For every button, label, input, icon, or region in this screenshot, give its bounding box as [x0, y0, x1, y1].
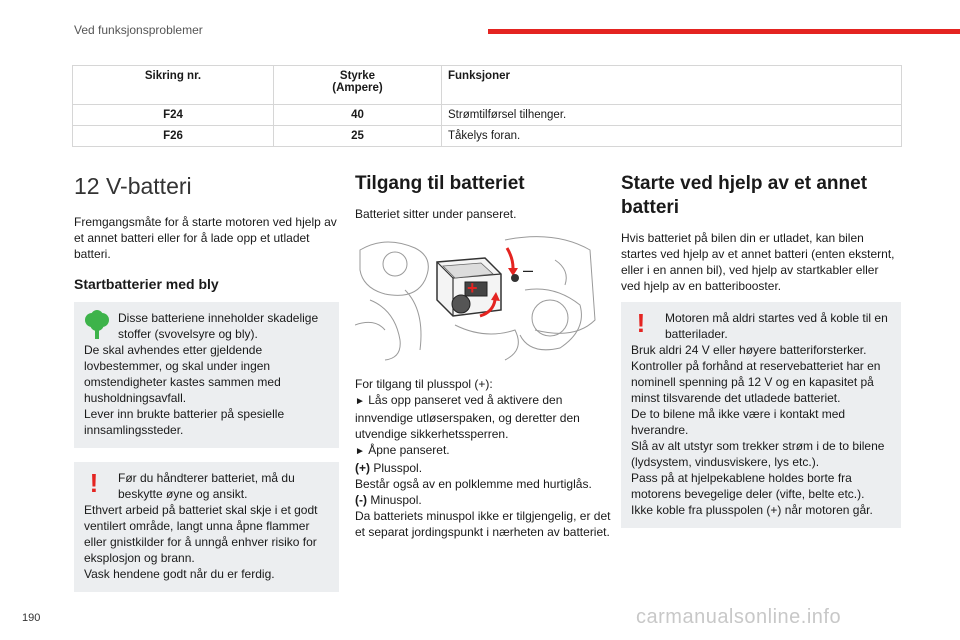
fuse-number: F26	[73, 126, 274, 147]
header-strength-label: Styrke	[339, 70, 376, 82]
plus-terminal-detail: Består også av en polklemme med hurtiglås.	[355, 477, 592, 491]
jump-start-intro: Hvis batteriet på bilen din er utladet, kan bilen startes ved hjelp av et annet batteri (enten eksternt, eller i en annen bil), ved hjelp av startkabler eller ved hjelp av en batteribooster.	[621, 231, 895, 293]
warning-line: De to bilene må ikke være i kontakt med hverandre.	[631, 407, 846, 437]
battery-column	[74, 168, 339, 606]
fuse-table-header	[73, 66, 902, 105]
step-open-bonnet	[355, 442, 617, 460]
plus-marker: +	[467, 278, 478, 298]
warning-icon: !	[636, 308, 646, 338]
plus-text: Plusspol.	[373, 461, 423, 475]
jump-start-warning-text: Motoren må aldri startes ved å koble til en batterilader.	[665, 311, 888, 341]
warning-line: Kontroller på forhånd at reservebatteriet har en nominell spenning på 12 V og en kapasitet på minst tilsvarende det utladede batteriet.	[631, 359, 881, 405]
section-title-12v-battery: 12 V-batteri	[74, 173, 192, 199]
watermark: carmanualsonline.info	[636, 606, 842, 628]
fuse-amp: 25	[274, 126, 442, 147]
fuse-function: Tåkelys foran.	[442, 126, 902, 147]
environment-note-first	[84, 310, 331, 342]
warning-line: Slå av alt utstyr som trekker strøm i de to bilene (lydsystem, vindusviskere, lys etc.).	[631, 439, 885, 469]
minus-text: Minuspol.	[370, 493, 422, 507]
warning-line: Pass på at hjelpekablene holdes borte fra motorens bevegelige deler (vifte, belte etc.).	[631, 471, 865, 501]
plus-label: (+)	[355, 461, 370, 475]
page-number: 190	[22, 612, 41, 624]
environment-note-body2: Lever inn brukte batterier på spesielle innsamlingssteder.	[84, 407, 285, 437]
safety-warning-body: Ethvert arbeid på batteriet skal skje i et godt ventilert område, langt unna åpne flammer eller gnistkilder for å unngå enhver risiko for eksplosjon og brann.	[84, 503, 318, 565]
lead-batteries-subtitle: Startbatterier med bly	[74, 276, 219, 292]
environment-note-text: Disse batteriene inneholder skadelige stoffer (svovelsyre og bly).	[118, 311, 319, 341]
jump-start-column	[621, 168, 901, 542]
battery-location: Batteriet sitter under panseret.	[355, 207, 517, 221]
section-title-battery-access: Tilgang til batteriet	[355, 173, 525, 194]
warning-line: Bruk aldri 24 V eller høyere batteriforsterker.	[631, 343, 867, 357]
engine-bay-image	[355, 230, 597, 362]
warning-icon: !	[89, 468, 99, 498]
table-row	[73, 105, 902, 126]
minus-label: (-)	[355, 493, 367, 507]
header-accent-bar	[488, 29, 960, 34]
environment-note	[74, 302, 339, 448]
header-strength-unit: (Ampere)	[332, 82, 383, 94]
plus-terminal-note	[355, 460, 617, 476]
section-title-jump-start: Starte ved hjelp av et annet batteri	[621, 173, 868, 218]
battery-access-column	[355, 168, 617, 540]
fuse-amp: 40	[274, 105, 442, 126]
environment-note-body: De skal avhendes etter gjeldende lovbestemmer, og skal under ingen omstendigheter kastes sammen med husholdningsavfall.	[84, 343, 281, 405]
tree-icon	[84, 310, 110, 344]
jump-start-warning	[621, 302, 901, 528]
step-text: Åpne panseret.	[368, 443, 450, 457]
safety-warning-text: Før du håndterer batteriet, må du beskytte øyne og ansikt.	[118, 471, 295, 501]
plus-access-intro: For tilgang til plusspol (+):	[355, 377, 493, 391]
header-fuse-number: Sikring nr.	[73, 66, 274, 105]
fuse-function: Strømtilførsel tilhenger.	[442, 105, 902, 126]
step-unlock-bonnet	[355, 392, 617, 442]
step-text: Lås opp panseret ved å aktivere den innvendige utløserspaken, og deretter den utvendige sikkerhetssperren.	[355, 393, 580, 441]
minus-terminal-detail: Da batteriets minuspol ikke er tilgjengelig, er det et separat jordingspunkt i nærheten av batteriet.	[355, 509, 611, 539]
minus-terminal-note	[355, 492, 617, 508]
step-arrow-icon: ►	[355, 396, 365, 407]
safety-warning	[74, 462, 339, 592]
jump-start-warning-first	[631, 310, 893, 342]
table-row	[73, 126, 902, 147]
battery-intro: Fremgangsmåte for å starte motoren ved hjelp av et annet batteri eller for å lade opp et utladet batteri.	[74, 215, 337, 261]
fuse-table	[72, 65, 902, 147]
safety-warning-first	[84, 470, 331, 502]
warning-line: Ikke koble fra plusspolen (+) når motoren går.	[631, 503, 873, 517]
header-strength	[274, 66, 442, 105]
safety-warning-body2: Vask hendene godt når du er ferdig.	[84, 567, 275, 581]
step-arrow-icon: ►	[355, 446, 365, 457]
minus-marker: –	[523, 260, 534, 280]
fuse-number: F24	[73, 105, 274, 126]
running-header: Ved funksjonsproblemer	[74, 23, 203, 37]
header-functions: Funksjoner	[442, 66, 902, 105]
